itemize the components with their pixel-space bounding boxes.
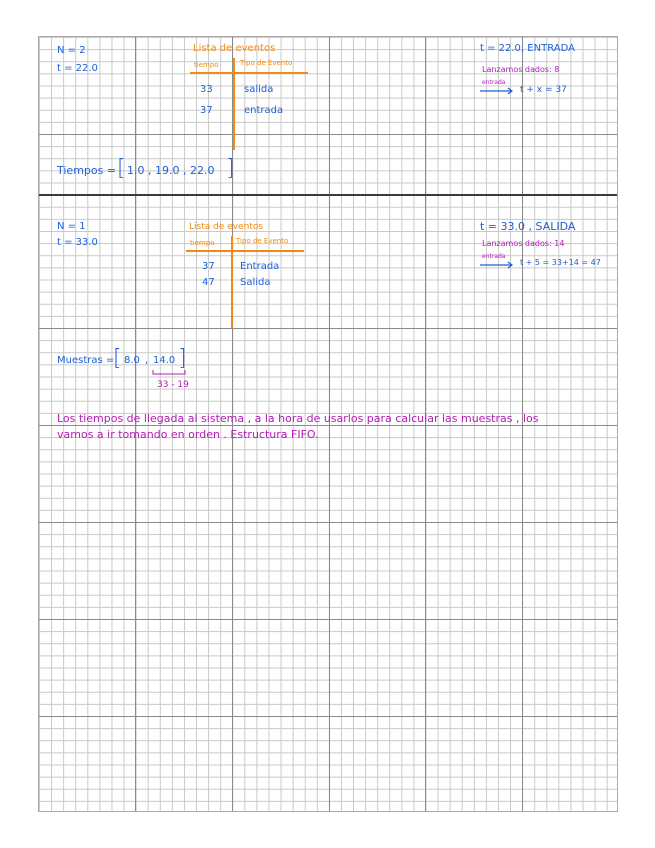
- events-list-title: Lista de eventos: [189, 222, 264, 232]
- tiempos-label: Tiempos =: [57, 164, 117, 177]
- close-bracket: ]: [226, 156, 235, 181]
- table-column-rule: [233, 58, 235, 150]
- open-bracket: [: [117, 156, 126, 181]
- event-heading: t = 33.0 , SALIDA: [480, 220, 576, 233]
- event-heading: t = 22.0, ENTRADA: [480, 43, 575, 54]
- event-type: Salida: [240, 277, 271, 288]
- underbrace: [152, 369, 186, 377]
- table-column-rule: [231, 236, 233, 328]
- arrow-label: entrada: [482, 79, 506, 86]
- col-header-time: tiempo: [190, 239, 215, 247]
- muestras-note: 33 - 19: [157, 380, 189, 390]
- arrow-label: entrada: [482, 253, 506, 260]
- current-time: t = 22.0: [57, 63, 98, 74]
- close-bracket: ]: [178, 346, 187, 371]
- table-header-rule: [186, 250, 304, 252]
- current-time: t = 33.0: [57, 237, 98, 248]
- note-line: vamos a ir tomando en orden . Estructura FIFO.: [57, 428, 319, 441]
- dice-roll: Lanzamos dados: 8: [482, 65, 560, 74]
- muestras-value: 14.0: [153, 355, 176, 366]
- col-header-type: Tipo de Evento: [236, 237, 289, 245]
- col-header-time: tiempo: [194, 61, 219, 69]
- event-type: salida: [244, 84, 274, 95]
- muestras-value: 8.0: [124, 355, 140, 366]
- table-header-rule: [190, 72, 308, 74]
- queue-count: N = 1: [57, 221, 86, 232]
- tiempos-values: 1.0 , 19.0 , 22.0: [127, 164, 215, 177]
- col-header-type: Tipo de Evento: [240, 59, 293, 67]
- section-divider: [39, 194, 617, 196]
- exit-formula: t + 5 = 33+14 = 47: [520, 258, 601, 267]
- grid-major-line: [39, 619, 617, 620]
- muestras-label: Muestras =: [57, 355, 115, 366]
- arrow-right-icon: [480, 87, 516, 95]
- event-time: 37: [200, 105, 213, 116]
- grid-major-line: [39, 425, 617, 426]
- event-time: 33: [200, 84, 213, 95]
- grid-major-line: [39, 134, 617, 135]
- event-type: Entrada: [240, 261, 280, 272]
- grid-major-line: [39, 522, 617, 523]
- note-line: Los tiempos de llegada al sistema , a la hora de usarlos para calcular las muestras , los: [57, 412, 539, 425]
- dice-roll: Lanzamos dados: 14: [482, 239, 565, 248]
- grid-major-line: [39, 328, 617, 329]
- comma: ,: [145, 355, 149, 366]
- arrow-right-icon: [480, 261, 516, 269]
- event-time: 37: [202, 261, 215, 272]
- event-type: entrada: [244, 105, 284, 116]
- event-time: 47: [202, 277, 215, 288]
- open-bracket: [: [113, 346, 122, 371]
- arrival-formula: t + x = 37: [520, 85, 567, 95]
- queue-count: N = 2: [57, 45, 86, 56]
- events-list-title: Lista de eventos: [193, 43, 276, 54]
- grid-major-line: [39, 716, 617, 717]
